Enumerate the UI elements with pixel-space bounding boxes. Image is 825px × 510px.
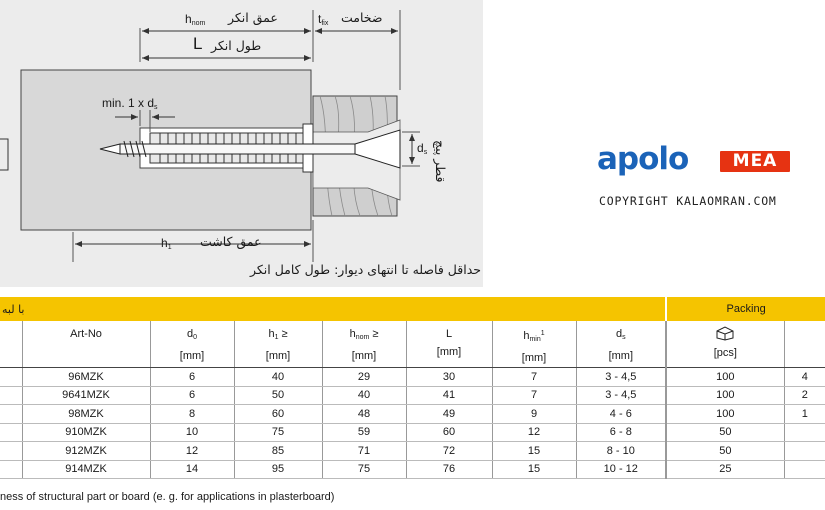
label-min-edge: min. 1 x $d_s$ — [102, 96, 158, 111]
table-row — [0, 386, 825, 405]
copyright-text: COPYRIGHT KALAOMRAN.COM — [599, 194, 777, 208]
cell-ds: 3 - 4,5 — [576, 386, 666, 405]
table-band-row — [0, 297, 825, 321]
cell-extra — [784, 442, 825, 461]
band-packing: Packing — [666, 297, 825, 321]
spec-table — [0, 297, 825, 479]
cell-blank — [0, 460, 22, 479]
cell-hmin: 15 — [492, 460, 576, 479]
table-row — [0, 460, 825, 479]
cell-ds: 4 - 6 — [576, 405, 666, 424]
cell-d0: 14 — [150, 460, 234, 479]
cell-pcs: 25 — [666, 460, 784, 479]
header-L: L [mm] — [406, 321, 492, 368]
table-row — [0, 368, 825, 387]
cell-blank — [0, 423, 22, 442]
cell-L: 30 — [406, 368, 492, 387]
cell-ds: 3 - 4,5 — [576, 368, 666, 387]
cell-h1: 50 — [234, 386, 322, 405]
cell-hnom: 40 — [322, 386, 406, 405]
cell-h1: 60 — [234, 405, 322, 424]
cell-hnom: 29 — [322, 368, 406, 387]
cell-art: 912MZK — [22, 442, 150, 461]
cell-art: 914MZK — [22, 460, 150, 479]
table-header-row — [0, 321, 825, 368]
header-h1: $h_1$ ≥ [mm] — [234, 321, 322, 368]
cell-pcs: 50 — [666, 423, 784, 442]
cell-hmin: 7 — [492, 386, 576, 405]
cell-pcs: 50 — [666, 442, 784, 461]
cell-hmin: 7 — [492, 368, 576, 387]
header-art-no: Art-No — [22, 321, 150, 368]
band-with-collar: با لبه — [0, 297, 666, 321]
cell-h1: 95 — [234, 460, 322, 479]
cell-extra — [784, 460, 825, 479]
table-row — [0, 442, 825, 461]
cell-L: 76 — [406, 460, 492, 479]
header-hnom: $h_{nom}$ ≥ [mm] — [322, 321, 406, 368]
cell-art: 910MZK — [22, 423, 150, 442]
cell-L: 72 — [406, 442, 492, 461]
label-thickness: ضخامت — [341, 10, 383, 25]
label-h1: $h_1$ — [161, 236, 172, 251]
cell-extra — [784, 423, 825, 442]
cell-hnom: 75 — [322, 460, 406, 479]
cell-d0: 6 — [150, 368, 234, 387]
table-row — [0, 405, 825, 424]
cell-ds: 8 - 10 — [576, 442, 666, 461]
label-drill-depth: عمق کاشت — [200, 234, 262, 249]
cell-blank — [0, 386, 22, 405]
box-icon — [715, 325, 735, 341]
screw-body — [120, 144, 370, 154]
cell-hmin: 12 — [492, 423, 576, 442]
label-ds: $d_s$ — [417, 141, 428, 156]
brand-wordmark: apolo — [597, 141, 689, 177]
label-L: L — [193, 34, 203, 53]
header-pcs: [pcs] — [666, 321, 784, 368]
cell-hnom: 59 — [322, 423, 406, 442]
cell-ds: 10 - 12 — [576, 460, 666, 479]
cell-ds: 6 - 8 — [576, 423, 666, 442]
cell-L: 49 — [406, 405, 492, 424]
cell-L: 60 — [406, 423, 492, 442]
header-ds: $d_s$ [mm] — [576, 321, 666, 368]
cell-pcs: 100 — [666, 386, 784, 405]
cell-hmin: 15 — [492, 442, 576, 461]
label-screw-diameter: قطر پیچ — [433, 140, 448, 183]
cell-h1: 40 — [234, 368, 322, 387]
label-tfix: $t_{fix}$ — [318, 12, 329, 27]
cell-art: 98MZK — [22, 405, 150, 424]
cell-blank — [0, 405, 22, 424]
header-blank — [0, 321, 22, 368]
cell-d0: 10 — [150, 423, 234, 442]
installation-diagram — [0, 0, 483, 287]
cell-hnom: 48 — [322, 405, 406, 424]
cell-d0: 8 — [150, 405, 234, 424]
header-extra — [784, 321, 825, 368]
cell-extra: 1 — [784, 405, 825, 424]
cell-h1: 85 — [234, 442, 322, 461]
cell-pcs: 100 — [666, 368, 784, 387]
label-anchor-depth: عمق انکر — [228, 10, 278, 25]
cell-art: 96MZK — [22, 368, 150, 387]
header-hmin: $h_{min}^1$ [mm] — [492, 321, 576, 368]
table-row — [0, 423, 825, 442]
cell-pcs: 100 — [666, 405, 784, 424]
edge-distance-note: حداقل فاصله تا انتهای دیوار: طول کامل انکر — [249, 262, 481, 277]
label-hnom: $h_{nom}$ — [185, 12, 206, 27]
cell-d0: 6 — [150, 386, 234, 405]
cell-hmin: 9 — [492, 405, 576, 424]
cell-extra: 4 — [784, 368, 825, 387]
cell-hnom: 71 — [322, 442, 406, 461]
cell-L: 41 — [406, 386, 492, 405]
cell-d0: 12 — [150, 442, 234, 461]
header-d0: $d_0$ [mm] — [150, 321, 234, 368]
label-anchor-length: طول انکر — [211, 38, 262, 53]
cell-blank — [0, 442, 22, 461]
table-footnote: ness of structural part or board (e. g. for applications in plasterboard) — [0, 491, 335, 503]
cell-extra: 2 — [784, 386, 825, 405]
brand-badge: MEA — [720, 151, 790, 172]
cell-h1: 75 — [234, 423, 322, 442]
cell-blank — [0, 368, 22, 387]
cell-art: 9641MZK — [22, 386, 150, 405]
